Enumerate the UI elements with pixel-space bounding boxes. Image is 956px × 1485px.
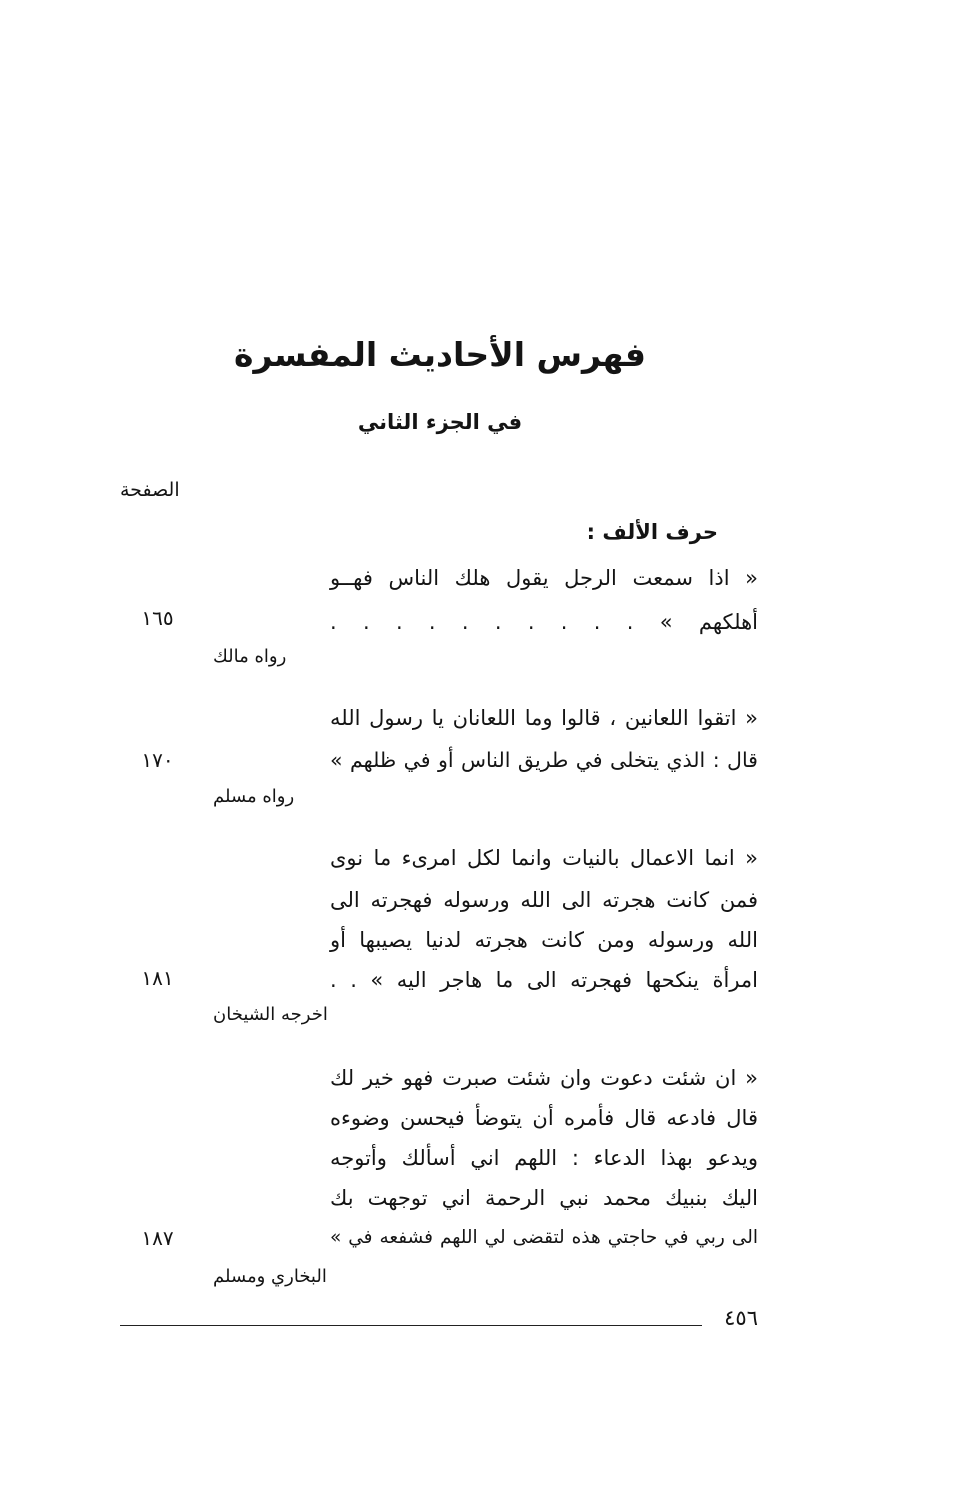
- entry-page-number: ١٨٧: [141, 1226, 174, 1250]
- entry-page-number: ١٨١: [141, 966, 174, 990]
- entry-line: « ان شئت دعوت وان شئت صبرت فهو خير لك: [330, 1066, 758, 1090]
- entry-page-number: ١٦٥: [141, 606, 174, 630]
- entry-page-number: ١٧٠: [141, 748, 174, 772]
- footer-page-number: ٤٥٦: [724, 1306, 758, 1330]
- entry-line: الله ورسوله ومن كانت هجرته لدنيا يصيبها أو: [330, 928, 758, 952]
- entry-line: ويدعو بهذا الدعاء : اللهم اني أسألك وأتوجه: [330, 1146, 758, 1170]
- entry-line: « اذا سمعت الرجل يقول هلك الناس فهــو: [330, 566, 758, 590]
- page-column-label: الصفحة: [120, 479, 180, 501]
- entry-line: « انما الاعمال بالنيات وانما لكل امرىء ما نوى: [330, 846, 758, 870]
- entry-line: أهلكهم » . . . . . . . . . .: [330, 610, 758, 634]
- entry-line: فمن كانت هجرته الى الله ورسوله فهجرته الى: [330, 888, 758, 912]
- entry-source: رواه مسلم: [213, 786, 295, 807]
- entry-line: قال فادعه قال فأمره أن يتوضأ فيحسن وضوءه: [330, 1106, 758, 1130]
- entry-source: البخاري ومسلم: [213, 1266, 327, 1287]
- footer-rule: [120, 1325, 702, 1326]
- section-heading: حرف الألف :: [586, 520, 718, 544]
- entry-line: قال : الذي يتخلى في طريق الناس أو في ظلهم »: [330, 748, 758, 772]
- entry-source: رواه مالك: [213, 646, 287, 667]
- entry-line: اليك بنبيك محمد نبي الرحمة اني توجهت بك: [330, 1186, 758, 1210]
- entry-line: « اتقوا اللعانين ، قالوا وما اللعانان يا رسول الله: [330, 706, 758, 730]
- entry-line: الى ربي في حاجتي هذه لتقضى لي اللهم فشفعه في »: [330, 1227, 758, 1248]
- entry-line: امرأة ينكحها فهجرته الى ما هاجر اليه » . .: [330, 968, 758, 992]
- entry-source: اخرجه الشيخان: [213, 1004, 328, 1025]
- page-subtitle: في الجزء الثاني: [357, 410, 523, 434]
- page-title: فهرس الأحاديث المفسرة: [234, 335, 646, 374]
